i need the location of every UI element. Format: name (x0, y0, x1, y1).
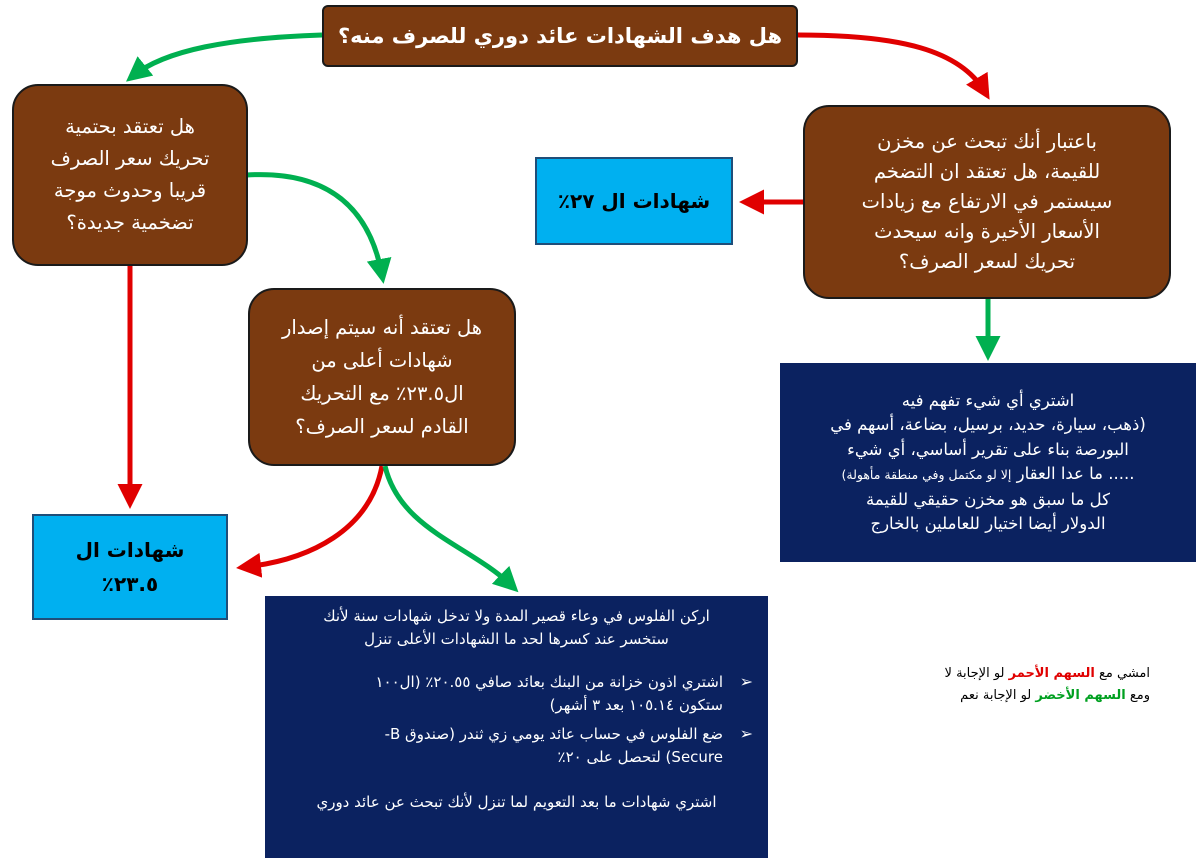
question-line: تضخمية جديدة؟ (66, 211, 194, 234)
advice-line: اشتري أي شيء تفهم فيه (901, 390, 1075, 410)
advice-bullet-line: Secure) لتحصل على ٢٠٪ (557, 748, 723, 766)
question-store-of-value (803, 105, 1171, 299)
question-line: ال٢٣.٥٪ مع التحريك (300, 382, 464, 405)
answer-text: شهادات ال ٢٧٪ (557, 189, 711, 213)
question-line: هل تعتقد بحتمية (65, 115, 195, 138)
advice-line: البورصة بناء على تقرير أساسي، أي شيء (847, 439, 1129, 459)
advice-box-store-of-value (780, 363, 1196, 562)
question-line: سيستمر في الارتفاع مع زيادات (861, 190, 1113, 213)
advice-intro-line: ستخسر عند كسرها لحد ما الشهادات الأعلى تنزل (364, 630, 669, 648)
answer-text: ٢٣.٥٪ (101, 572, 159, 596)
advice-box-short-term (265, 596, 768, 858)
advice-line-note: إلا لو مكتمل وفي منطقة مأهولة) (841, 467, 1012, 482)
question-line: الأسعار الأخيرة وانه سيحدث (874, 220, 1100, 243)
question-line: تحريك لسعر الصرف؟ (898, 250, 1076, 273)
legend-text: امشي مع (1098, 666, 1150, 681)
arrow-left-to-mid-yes (247, 175, 382, 275)
question-line: قريبا وحدوث موجة (53, 179, 207, 202)
advice-bullet-line: ضع الفلوس في حساب عائد يومي زي ثندر (صندوق B- (384, 725, 723, 743)
legend-text: لو الإجابة نعم (960, 688, 1032, 703)
start-question-text: هل هدف الشهادات عائد دوري للصرف منه؟ (337, 24, 783, 48)
legend-line-red (880, 663, 1150, 685)
answer-27-certificates (535, 157, 733, 245)
legend-green-label: السهم الأخضر (1035, 688, 1126, 703)
advice-intro-line: اركن الفلوس في وعاء قصير المدة ولا تدخل شهادات سنة لأنك (323, 607, 710, 625)
advice-bullet (280, 723, 753, 769)
arrow-mid-to-advice-yes (385, 466, 512, 586)
arrow-mid-to-235-no (245, 466, 382, 567)
question-exchange-rate-move (12, 84, 248, 266)
legend-text: لو الإجابة لا (944, 666, 1005, 681)
question-line: القادم لسعر الصرف؟ (295, 415, 469, 438)
advice-bullet-line: اشتري اذون خزانة من البنك بعائد صافي ٢٠.٥٥٪ (ال١٠٠ (375, 673, 723, 691)
advice-bullet-line: ستكون ١٠٥.١٤ بعد ٣ أشهر) (549, 696, 723, 714)
start-question (322, 5, 798, 67)
answer-text: شهادات ال (75, 538, 185, 562)
advice-line: كل ما سبق هو مخزن حقيقي للقيمة (865, 489, 1110, 509)
arrow-bullet-icon: ➢ (739, 724, 753, 743)
answer-23-5-certificates (32, 514, 228, 620)
advice-bullet (280, 671, 753, 717)
legend-text: ومع (1129, 688, 1150, 703)
advice-line (787, 462, 1189, 488)
arrow-start-to-right-no (798, 35, 985, 92)
question-higher-certificates (248, 288, 516, 466)
legend-red-label: السهم الأحمر (1008, 666, 1095, 681)
legend-line-green (880, 685, 1150, 707)
legend (880, 663, 1150, 707)
advice-line-part: ..... ما عدا العقار (1016, 464, 1135, 483)
advice-outro-line: اشتري شهادات ما بعد التعويم لما تنزل لأنك تبحث عن عائد دوري (316, 793, 717, 811)
question-line: للقيمة، هل تعتقد ان التضخم (873, 160, 1101, 183)
question-line: شهادات أعلى من (311, 349, 453, 372)
question-line: باعتبار أنك تبحث عن مخزن (877, 130, 1097, 153)
arrow-bullet-icon: ➢ (739, 672, 753, 691)
question-line: تحريك سعر الصرف (50, 147, 210, 170)
advice-line: الدولار أيضا اختيار للعاملين بالخارج (870, 514, 1106, 533)
arrow-start-to-left-yes (133, 35, 322, 76)
question-line: هل تعتقد أنه سيتم إصدار (281, 316, 483, 339)
advice-line: (ذهب، سيارة، حديد، برسيل، بضاعة، أسهم في (830, 415, 1146, 434)
